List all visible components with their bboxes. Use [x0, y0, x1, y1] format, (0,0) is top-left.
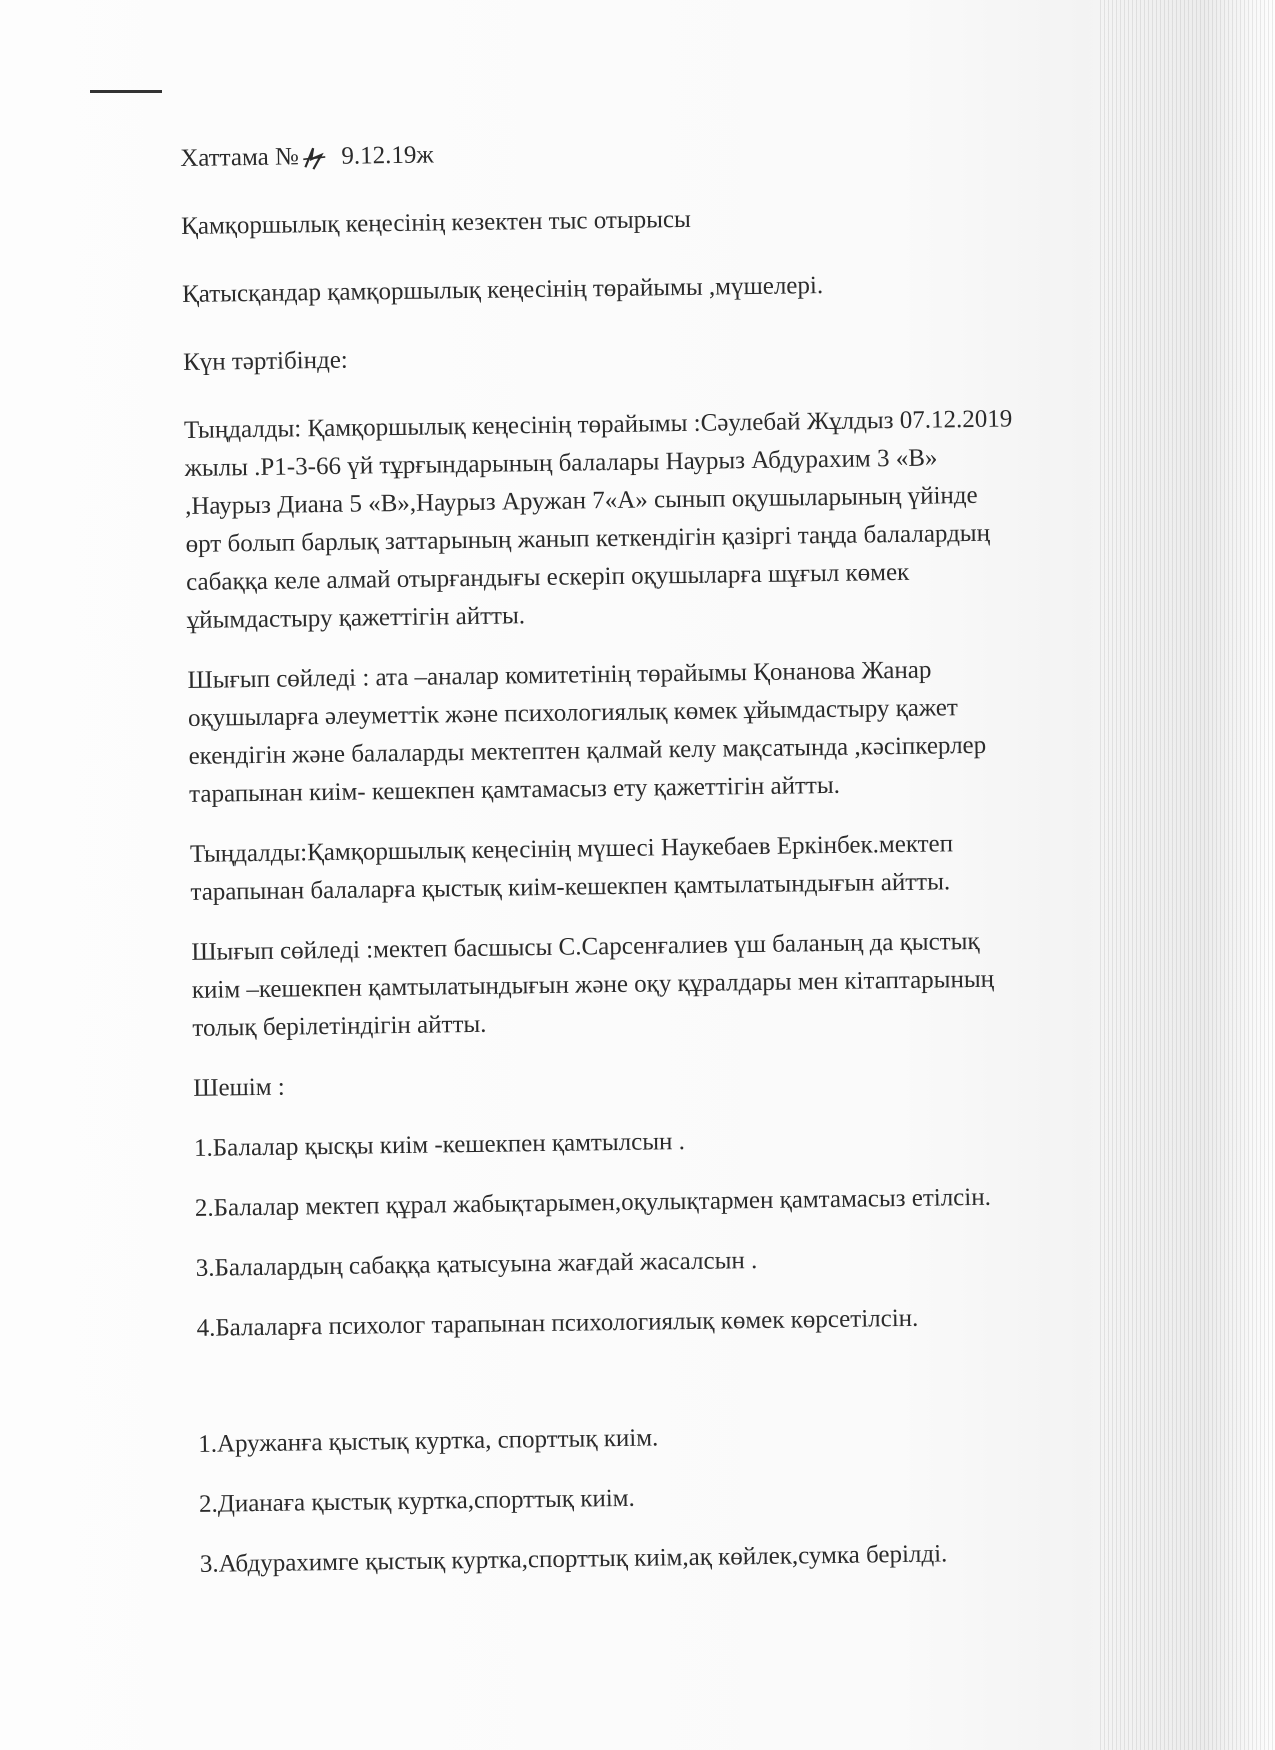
paragraph-spoke-1 [187, 648, 1169, 814]
text-line: тарапынан киім- кешекпен қамтамасыз ету қажеттігін айтты. [188, 771, 841, 808]
text-line: сабаққа келе алмай отырғандығы ескеріп оқушыларға шұғыл көмек [185, 558, 910, 596]
given-item: 3.Абдурахимге қыстық куртка,спорттық киім,ақ көйлек,сумка берілді. [199, 1540, 948, 1578]
text-line: екендігін және балаларды мектептен қалмай келу мақсатында ,кәсіпкерлер [188, 731, 987, 770]
decision-item: 1.Балалар қысқы киім -кешекпен қамтылсын . [193, 1128, 686, 1162]
text-line: ұйымдастыру қажеттігін айтты. [186, 602, 526, 634]
decision-item: 4.Балаларға психолог тарапынан психологиялық көмек көрсетілсін. [196, 1304, 919, 1342]
text-line: өрт болып барлық заттарының жанып кеткендігін қазіргі таңда балалардың [185, 519, 991, 558]
decision-item: 3.Балалардың сабаққа қатысуына жағдай жасалсын . [195, 1247, 758, 1282]
handwritten-number-mark [299, 145, 329, 171]
text-line: оқушыларға әлеуметтік және психологиялық көмек ұйымдастыру қажет [187, 694, 959, 732]
decision-label: Шешім : [193, 1073, 285, 1102]
given-item: 1.Аружанға қыстық куртка, спорттық киім. [198, 1424, 659, 1458]
participants-line: Қатысқандар қамқоршылық кеңесінің төрайымы ,мүшелері. [181, 272, 824, 308]
text-line: Тыңдалды:Қамқоршылық кеңесінің мүшесі Наукебаев Еркінбек.мектеп [189, 830, 954, 868]
text-line: Шығып сөйледі :мектеп басшысы С.Сарсенғалиев үш баланың да қыстық [191, 927, 980, 966]
agenda-label: Күн тәртібінде: [182, 346, 348, 376]
given-item: 2.Дианаға қыстық куртка,спорттық киім. [198, 1484, 635, 1518]
protocol-document [180, 126, 1180, 1606]
paragraph-heard-1 [184, 398, 1167, 640]
text-line: Шығып сөйледі : ата –аналар комитетінің төрайымы Қонанова Жанар [187, 656, 932, 694]
protocol-date: 9.12.19ж [341, 141, 434, 170]
text-line: Тыңдалды: Қамқоршылық кеңесінің төрайымы :Сәулебай Жұлдыз 07.12.2019 [183, 405, 1013, 444]
paragraph-spoke-2 [191, 920, 1172, 1048]
given-items-list [198, 1412, 1180, 1584]
text-line: тарапынан балаларға қыстық киім-кешекпен қамтылатындығын айтты. [190, 868, 951, 906]
text-line: киім –кешекпен қамтылатындығын және оқу құралдары мен кітаптарының [191, 965, 995, 1004]
text-line: ,Наурыз Диана 5 «В»,Наурыз Аружан 7«А» сынып оқушыларының үйінде [184, 481, 978, 520]
paragraph-heard-2 [190, 822, 1171, 912]
top-left-dash-mark [90, 90, 162, 93]
meeting-title: Қамқоршылық кеңесінің кезектен тыс отырысы [181, 205, 692, 240]
decision-item: 2.Балалар мектеп құрал жабықтарымен,оқулықтармен қамтамасыз етілсін. [194, 1183, 992, 1222]
text-line: жылы .Р1-3-66 үй тұрғындарының балалары Наурыз Абдурахим 3 «В» [184, 444, 938, 482]
protocol-label: Хаттама № [180, 143, 300, 172]
text-line: толық берілетіндігін айтты. [192, 1010, 487, 1042]
